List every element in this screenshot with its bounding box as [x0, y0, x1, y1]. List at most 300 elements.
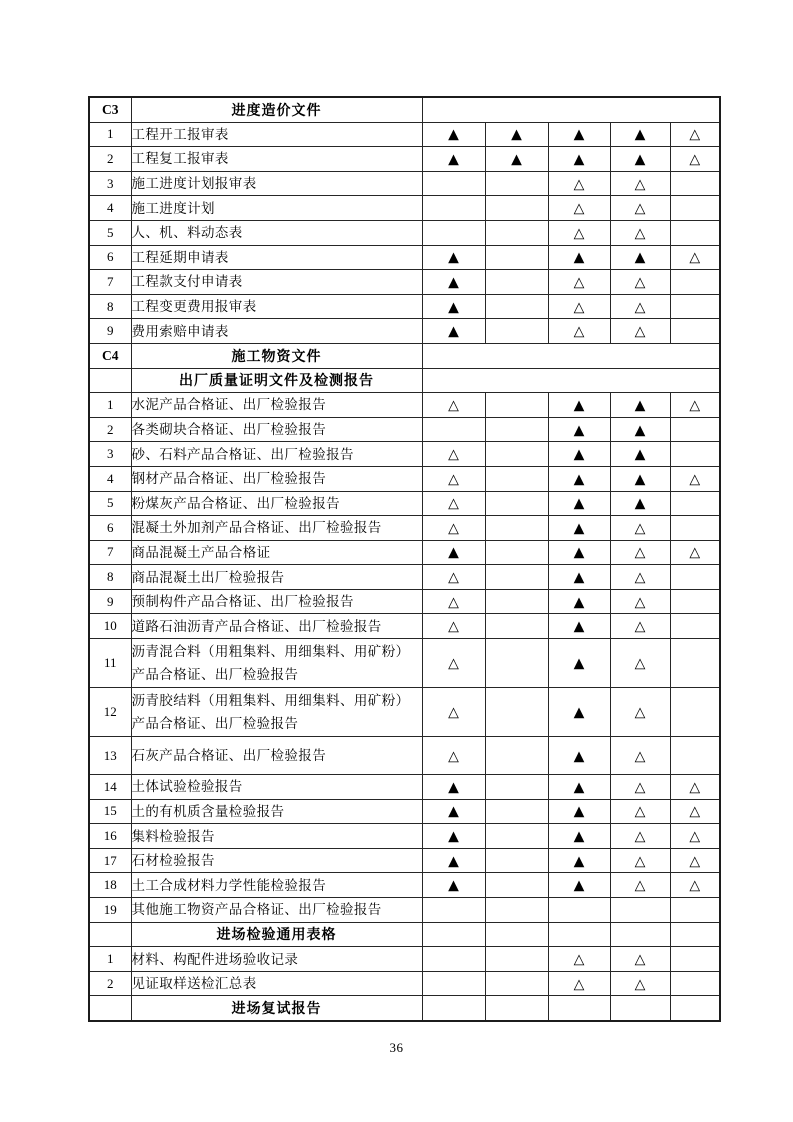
mark-cell	[548, 971, 610, 996]
filled-triangle-icon: ▲	[573, 828, 585, 845]
row-number-cell: 8	[89, 294, 131, 319]
mark-cell	[485, 417, 548, 442]
filled-triangle-icon: ▲	[448, 544, 459, 561]
mark-cell	[485, 799, 548, 824]
table-row	[89, 873, 720, 898]
mark-cell	[422, 196, 485, 221]
description-cell	[131, 319, 422, 344]
row-number-cell: 13	[89, 737, 131, 775]
row-number-cell: 1	[89, 122, 131, 147]
filled-triangle-icon: ▲	[448, 299, 459, 316]
table-row	[89, 245, 720, 270]
mark-cell	[548, 540, 610, 565]
row-number-cell	[89, 368, 131, 393]
row-number-cell: 18	[89, 873, 131, 898]
mark-cell	[422, 737, 485, 775]
description-line: 集料检验报告	[131, 828, 215, 844]
mark-cell	[548, 614, 610, 639]
mark-cell	[610, 393, 670, 418]
description-line: 土体试验检验报告	[131, 779, 243, 795]
description-line: 商品混凝土产品合格证	[131, 544, 271, 560]
mark-cell	[670, 147, 720, 172]
mark-cell	[610, 639, 670, 688]
mark-cell	[670, 639, 720, 688]
mark-cell	[548, 639, 610, 688]
mark-cell	[485, 873, 548, 898]
table-row	[89, 737, 720, 775]
filled-triangle-icon: ▲	[511, 151, 522, 168]
row-number-cell: 17	[89, 848, 131, 873]
filled-triangle-icon: ▲	[448, 779, 459, 796]
description-cell	[131, 171, 422, 196]
description-cell	[131, 220, 422, 245]
table-header-row	[89, 343, 720, 368]
row-number-cell: 15	[89, 799, 131, 824]
mark-cell	[485, 565, 548, 590]
mark-cell	[610, 147, 670, 172]
description-line: 道路石油沥青产品合格证、出厂检验报告	[131, 618, 382, 634]
row-number-cell: 2	[89, 417, 131, 442]
description-cell	[131, 824, 422, 849]
filled-triangle-icon: ▲	[573, 704, 585, 721]
hollow-triangle-icon: △	[689, 779, 701, 796]
mark-cell	[422, 775, 485, 800]
page-number: 36	[389, 1040, 404, 1055]
mark-cell	[548, 220, 610, 245]
filled-triangle-icon: ▲	[573, 618, 585, 635]
mark-cell	[548, 922, 610, 947]
mark-cell	[422, 294, 485, 319]
filled-triangle-icon: ▲	[573, 748, 585, 765]
filled-triangle-icon: ▲	[573, 594, 585, 611]
hollow-triangle-icon: △	[634, 618, 646, 635]
mark-cell	[548, 565, 610, 590]
mark-cell	[610, 516, 670, 541]
description-line: 预制构件产品合格证、出厂检验报告	[131, 594, 354, 610]
hollow-triangle-icon: △	[634, 779, 646, 796]
mark-cell	[422, 319, 485, 344]
description-line: 工程复工报审表	[131, 151, 229, 167]
table-row	[89, 270, 720, 295]
description-line: 粉煤灰产品合格证、出厂检验报告	[131, 495, 340, 511]
mark-cell	[670, 516, 720, 541]
filled-triangle-icon: ▲	[634, 495, 646, 512]
mark-cell	[548, 516, 610, 541]
table-header-row	[89, 97, 720, 122]
mark-cell	[422, 393, 485, 418]
mark-cell	[422, 996, 485, 1021]
mark-cell	[548, 737, 610, 775]
description-line: 见证取样送检汇总表	[131, 976, 257, 992]
mark-cell	[422, 565, 485, 590]
row-number-cell: 1	[89, 947, 131, 972]
filled-triangle-icon: ▲	[448, 853, 459, 870]
description-cell	[131, 565, 422, 590]
description-line: 各类砌块合格证、出厂检验报告	[131, 422, 327, 438]
description-cell	[131, 898, 422, 923]
table-row	[89, 294, 720, 319]
mark-cell	[485, 294, 548, 319]
mark-cell	[610, 319, 670, 344]
mark-cell	[422, 491, 485, 516]
filled-triangle-icon: ▲	[573, 151, 585, 168]
merged-empty-cell	[422, 368, 720, 393]
row-number-cell: 7	[89, 540, 131, 565]
hollow-triangle-icon: △	[634, 655, 646, 672]
description-line: 其他施工物资产品合格证、出厂检验报告	[131, 902, 382, 918]
table-row	[89, 971, 720, 996]
mark-cell	[422, 540, 485, 565]
mark-cell	[548, 466, 610, 491]
filled-triangle-icon: ▲	[511, 126, 522, 143]
row-number-cell: 4	[89, 466, 131, 491]
row-number-cell	[89, 922, 131, 947]
mark-cell	[422, 417, 485, 442]
description-line: 工程延期申请表	[131, 249, 229, 265]
mark-cell	[422, 947, 485, 972]
mark-cell	[548, 122, 610, 147]
filled-triangle-icon: ▲	[573, 249, 585, 266]
table-header-row	[89, 996, 720, 1021]
mark-cell	[485, 393, 548, 418]
filled-triangle-icon: ▲	[448, 877, 459, 894]
subheader-title-cell: 出厂质量证明文件及检测报告	[131, 368, 422, 393]
description-line: 沥青胶结料（用粗集料、用细集料、用矿粉）	[131, 693, 410, 709]
mark-cell	[422, 220, 485, 245]
mark-cell	[485, 516, 548, 541]
mark-cell	[485, 319, 548, 344]
filled-triangle-icon: ▲	[448, 274, 459, 291]
hollow-triangle-icon: △	[448, 618, 459, 635]
description-line: 材料、构配件进场验收记录	[131, 951, 299, 967]
mark-cell	[548, 393, 610, 418]
mark-cell	[670, 417, 720, 442]
mark-cell	[610, 417, 670, 442]
mark-cell	[422, 971, 485, 996]
mark-cell	[610, 171, 670, 196]
mark-cell	[485, 971, 548, 996]
hollow-triangle-icon: △	[634, 299, 646, 316]
mark-cell	[485, 270, 548, 295]
mark-cell	[610, 540, 670, 565]
hollow-triangle-icon: △	[573, 274, 585, 291]
mark-cell	[548, 775, 610, 800]
row-number-cell: 6	[89, 516, 131, 541]
description-cell	[131, 540, 422, 565]
hollow-triangle-icon: △	[634, 853, 646, 870]
hollow-triangle-icon: △	[689, 397, 701, 414]
description-line: 施工进度计划	[131, 200, 215, 216]
hollow-triangle-icon: △	[448, 397, 459, 414]
hollow-triangle-icon: △	[573, 200, 585, 217]
description-cell	[131, 775, 422, 800]
table-row	[89, 799, 720, 824]
mark-cell	[422, 799, 485, 824]
mark-cell	[548, 294, 610, 319]
mark-cell	[610, 971, 670, 996]
mark-cell	[670, 947, 720, 972]
hollow-triangle-icon: △	[573, 225, 585, 242]
mark-cell	[485, 848, 548, 873]
mark-cell	[670, 971, 720, 996]
filled-triangle-icon: ▲	[634, 126, 646, 143]
mark-cell	[610, 220, 670, 245]
mark-cell	[610, 688, 670, 737]
hollow-triangle-icon: △	[448, 446, 459, 463]
mark-cell	[485, 245, 548, 270]
hollow-triangle-icon: △	[448, 471, 459, 488]
description-line: 沥青混合料（用粗集料、用细集料、用矿粉）	[131, 644, 410, 660]
mark-cell	[422, 171, 485, 196]
hollow-triangle-icon: △	[634, 594, 646, 611]
mark-cell	[422, 589, 485, 614]
hollow-triangle-icon: △	[448, 655, 459, 672]
description-cell	[131, 516, 422, 541]
mark-cell	[422, 442, 485, 467]
mark-cell	[610, 922, 670, 947]
hollow-triangle-icon: △	[448, 520, 459, 537]
description-cell	[131, 873, 422, 898]
mark-cell	[485, 540, 548, 565]
hollow-triangle-icon: △	[634, 877, 646, 894]
mark-cell	[610, 565, 670, 590]
mark-cell	[670, 294, 720, 319]
mark-cell	[485, 147, 548, 172]
hollow-triangle-icon: △	[448, 594, 459, 611]
mark-cell	[670, 922, 720, 947]
hollow-triangle-icon: △	[689, 471, 701, 488]
section-title-cell: 进度造价文件	[131, 97, 422, 122]
row-number-cell: 16	[89, 824, 131, 849]
mark-cell	[422, 688, 485, 737]
mark-cell	[422, 245, 485, 270]
description-line: 施工进度计划报审表	[131, 176, 257, 192]
mark-cell	[485, 775, 548, 800]
mark-cell	[610, 294, 670, 319]
mark-cell	[548, 873, 610, 898]
description-cell	[131, 196, 422, 221]
mark-cell	[610, 996, 670, 1021]
filled-triangle-icon: ▲	[573, 569, 585, 586]
filled-triangle-icon: ▲	[634, 446, 646, 463]
hollow-triangle-icon: △	[448, 495, 459, 512]
table-row	[89, 639, 720, 688]
hollow-triangle-icon: △	[634, 704, 646, 721]
row-number-cell: 3	[89, 442, 131, 467]
mark-cell	[422, 848, 485, 873]
mark-cell	[670, 688, 720, 737]
filled-triangle-icon: ▲	[448, 828, 459, 845]
table-row	[89, 466, 720, 491]
mark-cell	[422, 873, 485, 898]
filled-triangle-icon: ▲	[448, 151, 459, 168]
row-number-cell: 8	[89, 565, 131, 590]
description-cell	[131, 737, 422, 775]
mark-cell	[610, 799, 670, 824]
row-number-cell: 7	[89, 270, 131, 295]
filled-triangle-icon: ▲	[573, 877, 585, 894]
mark-cell	[610, 270, 670, 295]
description-cell	[131, 971, 422, 996]
filled-triangle-icon: ▲	[573, 446, 585, 463]
mark-cell	[670, 393, 720, 418]
description-cell	[131, 848, 422, 873]
filled-triangle-icon: ▲	[573, 397, 585, 414]
table-row	[89, 775, 720, 800]
row-number-cell: 3	[89, 171, 131, 196]
mark-cell	[548, 147, 610, 172]
hollow-triangle-icon: △	[448, 748, 459, 765]
mark-cell	[548, 245, 610, 270]
mark-cell	[670, 466, 720, 491]
table-row	[89, 614, 720, 639]
filled-triangle-icon: ▲	[634, 422, 646, 439]
description-line: 人、机、料动态表	[131, 225, 243, 241]
mark-cell	[670, 775, 720, 800]
mark-cell	[670, 614, 720, 639]
filled-triangle-icon: ▲	[448, 803, 459, 820]
filled-triangle-icon: ▲	[573, 520, 585, 537]
filled-triangle-icon: ▲	[634, 249, 646, 266]
mark-cell	[548, 799, 610, 824]
hollow-triangle-icon: △	[689, 249, 701, 266]
table-row	[89, 898, 720, 923]
mark-cell	[610, 947, 670, 972]
mark-cell	[548, 996, 610, 1021]
description-line: 土的有机质含量检验报告	[131, 803, 285, 819]
table-row	[89, 196, 720, 221]
description-line: 砂、石料产品合格证、出厂检验报告	[131, 446, 354, 462]
row-number-cell: 2	[89, 147, 131, 172]
hollow-triangle-icon: △	[634, 951, 646, 968]
description-line: 钢材产品合格证、出厂检验报告	[131, 471, 327, 487]
mark-cell	[670, 245, 720, 270]
mark-cell	[485, 220, 548, 245]
filled-triangle-icon: ▲	[448, 323, 459, 340]
merged-empty-cell	[422, 97, 720, 122]
mark-cell	[422, 147, 485, 172]
mark-cell	[548, 824, 610, 849]
mark-cell	[548, 688, 610, 737]
mark-cell	[670, 873, 720, 898]
filled-triangle-icon: ▲	[573, 471, 585, 488]
mark-cell	[422, 922, 485, 947]
mark-cell	[670, 996, 720, 1021]
description-line: 产品合格证、出厂检验报告	[131, 667, 299, 683]
hollow-triangle-icon: △	[634, 323, 646, 340]
mark-cell	[548, 947, 610, 972]
mark-cell	[610, 775, 670, 800]
hollow-triangle-icon: △	[573, 299, 585, 316]
mark-cell	[422, 516, 485, 541]
mark-cell	[422, 898, 485, 923]
mark-cell	[548, 196, 610, 221]
row-number-cell: 9	[89, 589, 131, 614]
hollow-triangle-icon: △	[689, 126, 701, 143]
mark-cell	[422, 466, 485, 491]
mark-cell	[548, 171, 610, 196]
mark-cell	[670, 824, 720, 849]
table-row	[89, 824, 720, 849]
description-cell	[131, 639, 422, 688]
table-body	[89, 97, 720, 1021]
row-number-cell: 12	[89, 688, 131, 737]
description-cell	[131, 491, 422, 516]
hollow-triangle-icon: △	[634, 569, 646, 586]
description-cell	[131, 294, 422, 319]
hollow-triangle-icon: △	[634, 828, 646, 845]
description-line: 水泥产品合格证、出厂检验报告	[131, 397, 327, 413]
description-line: 产品合格证、出厂检验报告	[131, 716, 299, 732]
mark-cell	[485, 491, 548, 516]
description-line: 土工合成材料力学性能检验报告	[131, 877, 327, 893]
filled-triangle-icon: ▲	[448, 126, 459, 143]
description-line: 石灰产品合格证、出厂检验报告	[131, 748, 327, 764]
mark-cell	[670, 220, 720, 245]
table-row	[89, 147, 720, 172]
filled-triangle-icon: ▲	[573, 853, 585, 870]
hollow-triangle-icon: △	[634, 544, 646, 561]
description-line: 工程款支付申请表	[131, 274, 243, 290]
mark-cell	[670, 491, 720, 516]
table-row	[89, 589, 720, 614]
mark-cell	[610, 848, 670, 873]
description-cell	[131, 589, 422, 614]
hollow-triangle-icon: △	[634, 176, 646, 193]
table-row	[89, 319, 720, 344]
table-row	[89, 947, 720, 972]
mark-cell	[485, 947, 548, 972]
hollow-triangle-icon: △	[573, 976, 585, 993]
mark-cell	[670, 898, 720, 923]
hollow-triangle-icon: △	[634, 225, 646, 242]
table-row	[89, 220, 720, 245]
hollow-triangle-icon: △	[689, 828, 701, 845]
row-number-cell: 4	[89, 196, 131, 221]
hollow-triangle-icon: △	[448, 704, 459, 721]
mark-cell	[548, 848, 610, 873]
section-code-cell: C4	[89, 343, 131, 368]
hollow-triangle-icon: △	[634, 803, 646, 820]
mark-cell	[485, 196, 548, 221]
mark-cell	[548, 270, 610, 295]
filled-triangle-icon: ▲	[573, 655, 585, 672]
mark-cell	[548, 491, 610, 516]
row-number-cell: 10	[89, 614, 131, 639]
description-cell	[131, 393, 422, 418]
table-row	[89, 540, 720, 565]
description-cell	[131, 147, 422, 172]
table-row	[89, 442, 720, 467]
row-number-cell: 6	[89, 245, 131, 270]
table-header-row	[89, 922, 720, 947]
filled-triangle-icon: ▲	[573, 422, 585, 439]
mark-cell	[670, 442, 720, 467]
mark-cell	[670, 848, 720, 873]
mark-cell	[610, 898, 670, 923]
mark-cell	[485, 824, 548, 849]
hollow-triangle-icon: △	[634, 274, 646, 291]
hollow-triangle-icon: △	[689, 151, 701, 168]
mark-cell	[485, 737, 548, 775]
table-row	[89, 688, 720, 737]
row-number-cell: 11	[89, 639, 131, 688]
filled-triangle-icon: ▲	[634, 397, 646, 414]
mark-cell	[610, 466, 670, 491]
row-number-cell: 5	[89, 491, 131, 516]
description-cell	[131, 442, 422, 467]
hollow-triangle-icon: △	[573, 951, 585, 968]
